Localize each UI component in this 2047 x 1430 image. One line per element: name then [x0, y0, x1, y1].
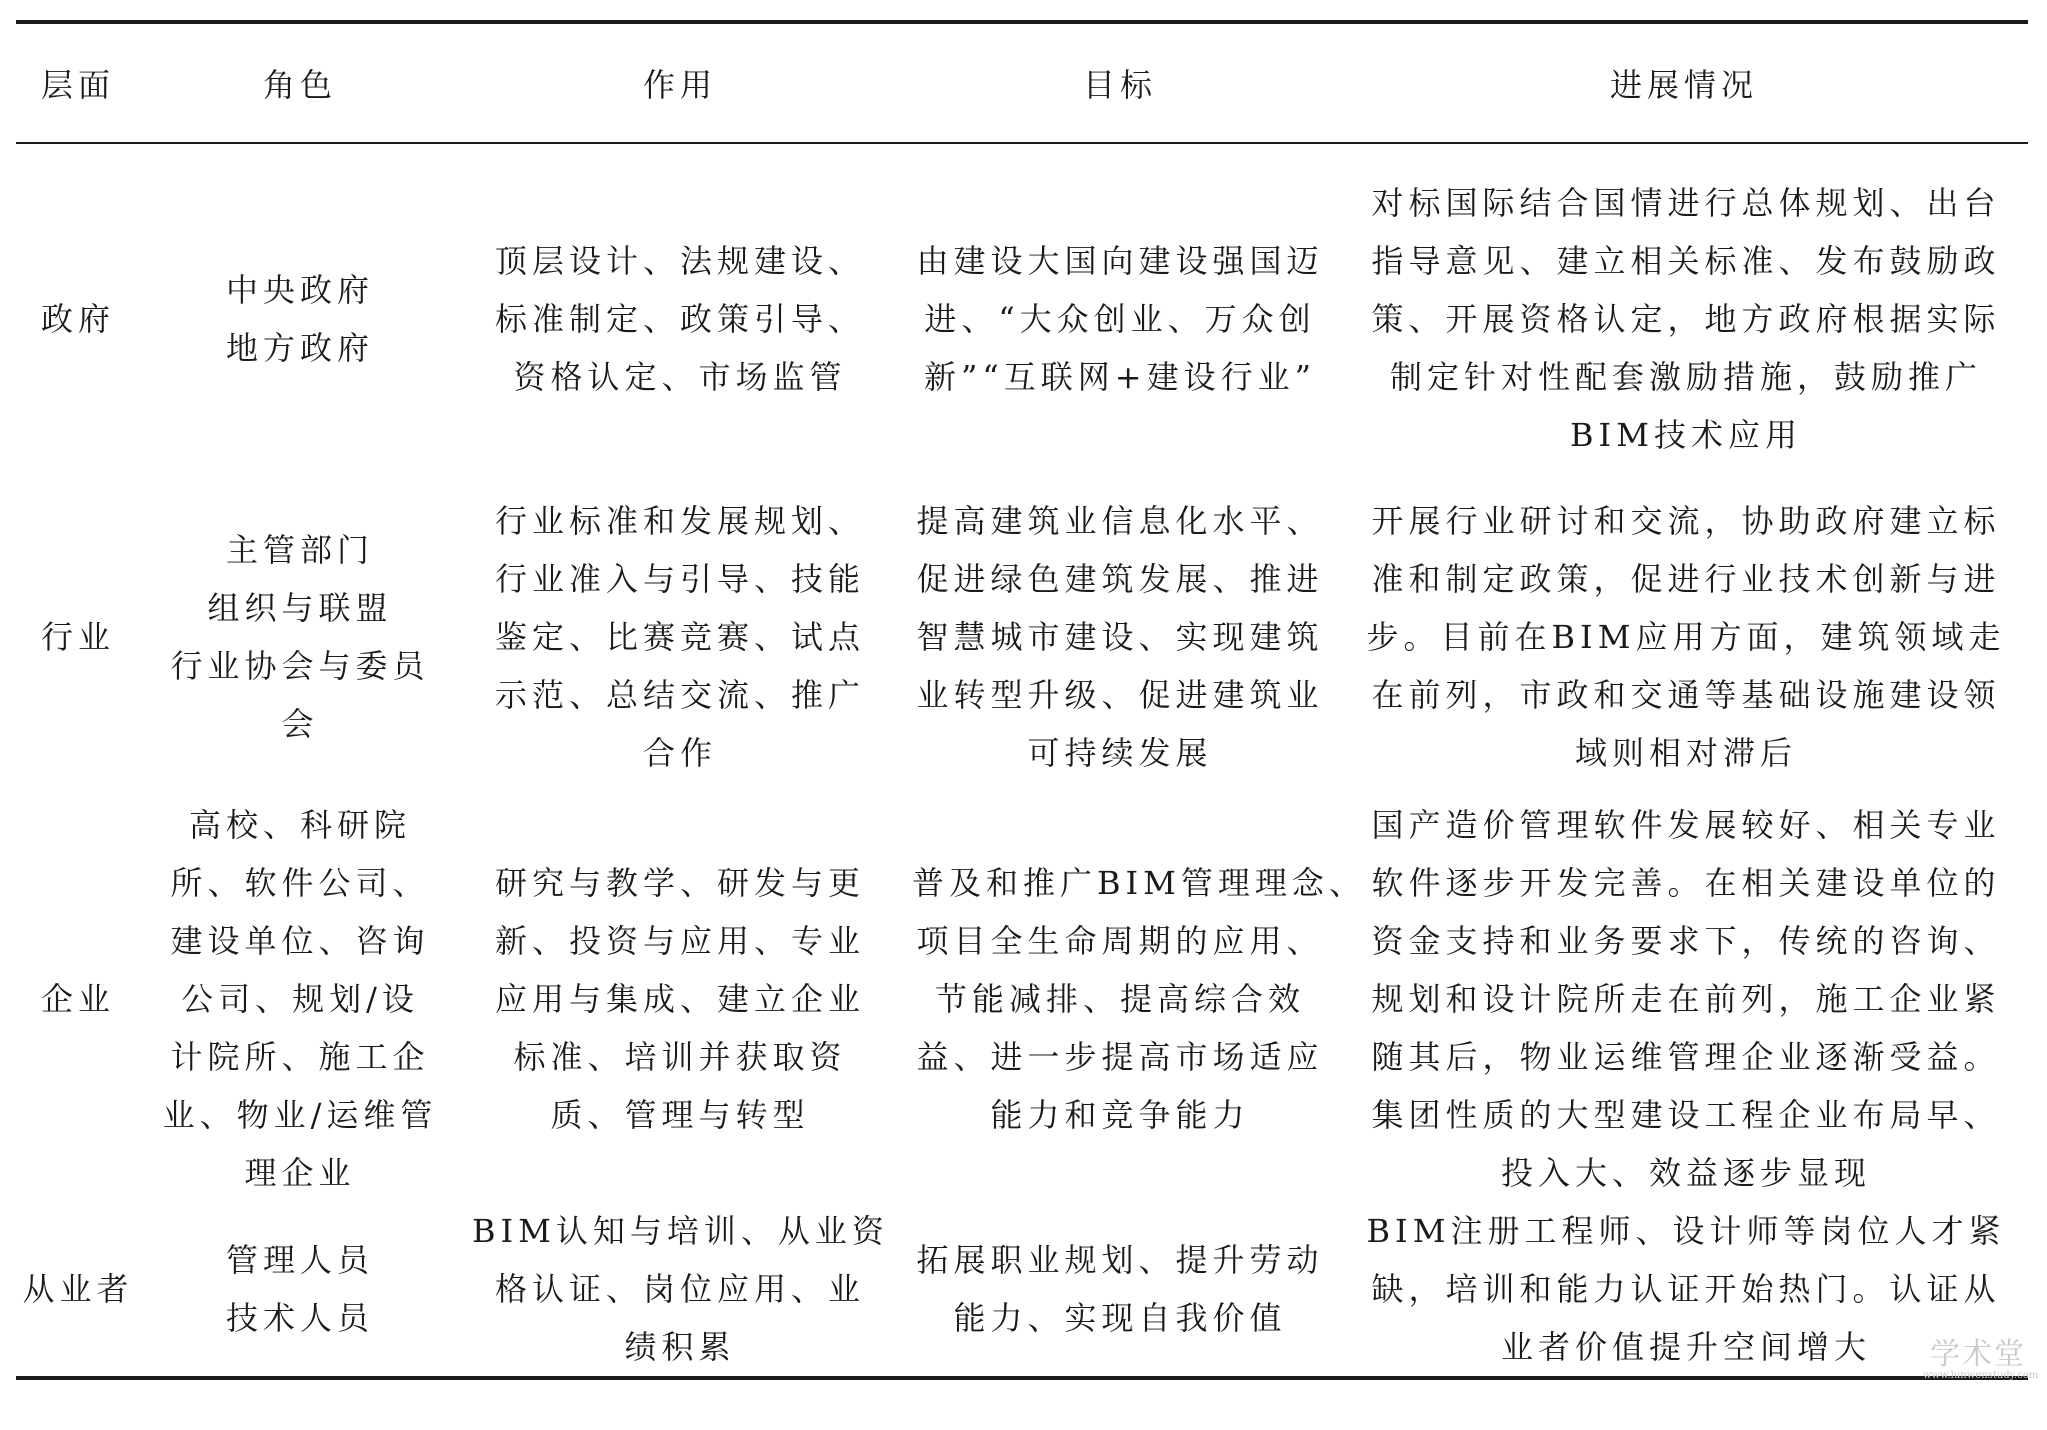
header-role: 角色 — [262, 66, 337, 104]
cell-function — [460, 143, 900, 478]
watermark-text: 学术堂 — [1930, 1337, 2026, 1372]
cell-line: 拓展职业规划、提升劳动 — [916, 1241, 1324, 1279]
cell-line: 示范、总结交流、推广 — [494, 676, 865, 714]
cell-line: 开展行业研讨和交流，协助政府建立标 — [1371, 502, 2001, 540]
cell-line: 在前列，市政和交通等基础设施建设领 — [1371, 676, 2001, 714]
cell-function — [460, 1202, 900, 1378]
cell-line: 鉴定、比赛竞赛、试点 — [494, 618, 865, 656]
cell-line: 业者价值提升空间增大 — [1500, 1328, 1871, 1366]
table-header — [16, 22, 2028, 143]
cell-line: 建设单位、咨询 — [170, 922, 430, 960]
cell-role — [140, 478, 460, 796]
cell-line: 项目全生命周期的应用、 — [916, 922, 1324, 960]
cell-line: 标准制定、政策引导、 — [494, 300, 865, 338]
table-row-enterprise — [16, 796, 2028, 1202]
cell-line: 管理人员 — [225, 1241, 374, 1279]
cell-line: 公司、规划/设 — [181, 980, 419, 1018]
cell-function — [460, 478, 900, 796]
cell-line: 主管部门 — [225, 531, 374, 569]
cell-line: 节能减排、提高综合效 — [934, 980, 1305, 1018]
bim-roles-table — [16, 20, 2028, 1380]
cell-line: 业转型升级、促进建筑业 — [916, 676, 1324, 714]
cell-role — [140, 143, 460, 478]
cell-line: 软件逐步开发完善。在相关建设单位的 — [1371, 864, 2001, 902]
cell-line: 行业准入与引导、技能 — [494, 560, 865, 598]
cell-line: 提高建筑业信息化水平、 — [916, 502, 1324, 540]
cell-level: 行业 — [40, 618, 115, 656]
cell-line: 地方政府 — [225, 329, 374, 367]
cell-role — [140, 796, 460, 1202]
cell-line: 质、管理与转型 — [550, 1096, 810, 1134]
cell-line: 技术人员 — [225, 1299, 374, 1337]
cell-line: 步。目前在BIM应用方面，建筑领域走 — [1366, 618, 2006, 656]
cell-line: 策、开展资格认定，地方政府根据实际 — [1371, 300, 2001, 338]
cell-goal — [900, 796, 1366, 1202]
cell-line: 资格认定、市场监管 — [513, 358, 847, 396]
cell-line: 国产造价管理软件发展较好、相关专业 — [1371, 806, 2001, 844]
cell-goal — [900, 1202, 1340, 1378]
cell-line: 所、软件公司、 — [170, 864, 430, 902]
cell-line: 缺，培训和能力认证开始热门。认证从 — [1371, 1270, 2001, 1308]
cell-line: 制定针对性配套激励措施，鼓励推广 — [1389, 358, 1982, 396]
cell-level: 从业者 — [22, 1270, 134, 1308]
cell-line: 新、投资与应用、专业 — [494, 922, 865, 960]
cell-line: 随其后，物业运维管理企业逐渐受益。 — [1371, 1038, 2001, 1076]
cell-line: 行业标准和发展规划、 — [494, 502, 865, 540]
cell-line: 应用与集成、建立企业 — [494, 980, 865, 1018]
cell-line: 指导意见、建立相关标准、发布鼓励政 — [1371, 242, 2001, 280]
cell-goal — [900, 143, 1340, 478]
cell-line: 投入大、效益逐步显现 — [1500, 1154, 1871, 1192]
cell-line: 理企业 — [244, 1154, 356, 1192]
cell-line: 研究与教学、研发与更 — [494, 864, 865, 902]
cell-line: 由建设大国向建设强国迈 — [916, 242, 1324, 280]
cell-line: 对标国际结合国情进行总体规划、出台 — [1371, 184, 2001, 222]
cell-line: 规划和设计院所走在前列，施工企业紧 — [1371, 980, 2001, 1018]
cell-line: 智慧城市建设、实现建筑 — [916, 618, 1324, 656]
cell-line: BIM注册工程师、设计师等岗位人才紧 — [1366, 1212, 2006, 1250]
cell-line: 域则相对滞后 — [1574, 734, 1797, 772]
cell-level: 企业 — [40, 980, 115, 1018]
cell-function — [460, 796, 900, 1202]
table-body — [16, 143, 2028, 1378]
header-row — [16, 22, 2028, 143]
cell-line: 进、“大众创业、万众创 — [924, 300, 1316, 338]
cell-line: 绩积累 — [624, 1328, 736, 1366]
cell-line: 益、进一步提高市场适应 — [916, 1038, 1324, 1076]
cell-line: BIM认知与培训、从业资 — [472, 1212, 889, 1250]
cell-line: 可持续发展 — [1027, 734, 1213, 772]
cell-line: 普及和推广BIM管理理念、 — [912, 864, 1366, 902]
cell-line: 准和制定政策，促进行业技术创新与进 — [1371, 560, 2001, 598]
cell-line: 新”“互联网+建设行业” — [924, 358, 1316, 396]
cell-progress — [1340, 478, 2028, 796]
watermark-url: www.lunwenstudy.com — [1923, 1370, 2039, 1381]
cell-line: 行业协会与委员 — [170, 647, 430, 685]
cell-line: 高校、科研院 — [188, 806, 411, 844]
header-function: 作用 — [642, 66, 717, 104]
cell-line: 中央政府 — [225, 271, 374, 309]
table-row-industry — [16, 478, 2028, 796]
cell-progress — [1340, 796, 2028, 1202]
cell-line: 会 — [281, 705, 319, 743]
cell-line: 合作 — [642, 734, 717, 772]
table-row-government — [16, 143, 2028, 478]
cell-progress — [1340, 143, 2028, 478]
cell-role — [140, 1202, 460, 1378]
cell-line: 计院所、施工企 — [170, 1038, 430, 1076]
cell-line: 标准、培训并获取资 — [513, 1038, 847, 1076]
header-progress: 进展情况 — [1609, 66, 1758, 104]
cell-line: 促进绿色建筑发展、推进 — [916, 560, 1324, 598]
cell-line: 顶层设计、法规建设、 — [494, 242, 865, 280]
header-level: 层面 — [40, 66, 115, 104]
cell-line: 能力、实现自我价值 — [953, 1299, 1287, 1337]
cell-line: 业、物业/运维管 — [162, 1096, 438, 1134]
cell-level: 政府 — [40, 300, 115, 338]
cell-line: 集团性质的大型建设工程企业布局早、 — [1371, 1096, 2001, 1134]
cell-line: 资金支持和业务要求下，传统的咨询、 — [1371, 922, 2001, 960]
cell-line: BIM技术应用 — [1570, 416, 1802, 454]
header-goal: 目标 — [1082, 66, 1157, 104]
cell-goal — [900, 478, 1340, 796]
table-row-practitioner — [16, 1202, 2028, 1378]
cell-line: 能力和竞争能力 — [990, 1096, 1250, 1134]
bim-roles-table-container — [16, 20, 2028, 1380]
watermark-logo — [1923, 1337, 2039, 1382]
cell-line: 组织与联盟 — [207, 589, 393, 627]
cell-line: 格认证、岗位应用、业 — [494, 1270, 865, 1308]
